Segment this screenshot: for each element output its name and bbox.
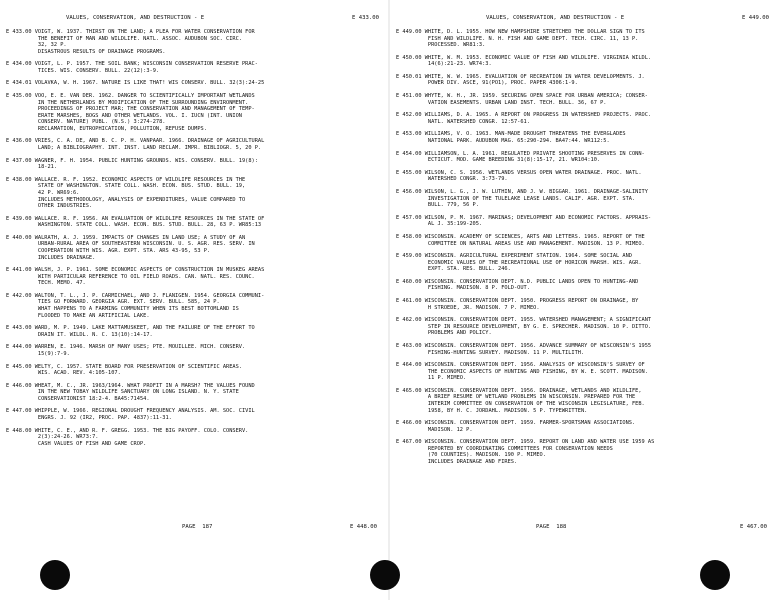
entry-continuation-line: TECH. MEMO. 47. [6,280,86,287]
entry-first-line: E 451.00 WHYTE, W. H., JR. 1959. SECURING OPEN SPACE FOR URBAN AMERICA; CONSER- [396,93,648,100]
entry-continuation-line: INVESTIGATION OF THE TULELAKE LEASE LANDS. CALIF. AGR. EXPT. STA. [396,195,636,202]
running-header [396,13,769,23]
bibliography-entry [396,93,773,106]
entry-continuation-line: STEP IN RESOURCE DEVELOPMENT, BY G. E. SPRECHER. MADISON. 10 P. DITTO. [396,323,652,330]
bibliography-entry [396,279,773,292]
header-entry-code: E 449.00 [742,15,769,21]
entry-first-line: E 435.00 VOO, E. E. VAN DER. 1962. DANGER TO SCIENTIFICALLY IMPORTANT WETLANDS [6,93,255,100]
bibliography-entry [6,216,383,229]
entry-continuation-line: LAND; A BIBLIOGRAPHY. INT. INST. LAND RECLAM. IMPR. BIBLIOGR. 5, 20 P. [6,145,262,152]
entry-first-line: E 461.00 WISCONSIN. CONSERVATION DEPT. 1950. PROGRESS REPORT ON DRAINAGE, BY [396,298,639,305]
entry-first-line: E 466.00 WISCONSIN. CONSERVATION DEPT. 1959. FARMER-SPORTSMAN ASSOCIATIONS. [396,420,636,427]
entry-first-line: E 433.00 VOIGT, W. 1937. THIRST ON THE LAND; A PLEA FOR WATER CONSERVATION FOR [6,29,255,35]
entry-continuation-line: 14(6):21-23. WR74:3. [396,61,492,68]
footer-entry-code: E 448.00 [350,524,377,530]
entry-continuation-line: WHAT HAPPENS TO A FARMING COMMUNITY WHEN ITS BEST BOTTOMLAND IS [6,305,239,312]
entry-continuation-line: RECLAMATION, EUTROPHICATION, POLLUTION, REFUSE DUMPS. [6,125,207,132]
footer-entry-code: E 467.00 [740,524,767,530]
entry-first-line: E 463.00 WISCONSIN. CONSERVATION DEPT. 1956. ADVANCE SUMMARY OF WISCONSIN'S 1955 [396,343,652,349]
entry-continuation-line: FISHING. MADISON. 8 P. FOLD-OUT. [396,285,530,292]
bibliography-entry [396,253,773,273]
bibliography-entry [6,29,383,55]
bibliography-entry [6,344,383,357]
entry-continuation-line: DRAIN IT. WILDL. N. C. 13(10):14-17. [6,331,153,338]
entry-first-line: E 441.00 WALSH, J. P. 1961. SOME ECONOMIC ASPECTS OF CONSTRUCTION IN MUSKEG AREAS [6,267,265,274]
bibliography-entry [6,364,383,377]
entry-continuation-line: NATIONAL PARK. AUDUBON MAG. 65:290-294. BA47:44. WR112:5. [396,138,610,145]
entry-continuation-line: MADISON. 12 P. [396,426,473,433]
entry-continuation-line: REPORTED BY COORDINATING COMMITTEES FOR CONSERVATION NEEDS [396,445,613,452]
page-number: PAGE 188 [536,524,567,530]
entry-list [6,29,383,453]
bibliography-entry [396,112,773,125]
right-page [390,0,779,600]
entry-first-line: E 437.00 WAGNER, F. H. 1954. PUBLIC HUNTING GROUNDS. WIS. CONSERV. BULL. 19(8): [6,157,258,164]
entry-continuation-line: TIES GO FORWARD. GEORGIA AGR. EXT. SERV. BULL. 585, 24 P. [6,299,220,306]
entry-continuation-line: A BRIEF RESUME OF WETLAND PROBLEMS IN WISCONSIN. PREPARED FOR THE [396,394,636,401]
bibliography-entry [396,317,773,337]
entry-first-line: E 448.00 WHITE, C. E., AND R. F. GREGG. 1953. THE BIG PAYOFF. COLO. CONSERV. [6,427,249,434]
entry-continuation-line: DISASTROUS RESULTS OF DRAINAGE PROGRAMS. [6,48,166,55]
bibliography-entry [6,293,383,319]
page-footer [396,523,767,532]
header-title: VALUES, CONSERVATION, AND DESTRUCTION - E [66,15,205,21]
entry-first-line: E 436.00 VRIES, C. A. DE, AND B. C. P. H. VANPAAR. 1966. DRAINAGE OF AGRICULTURAL [6,138,265,145]
entry-first-line: E 443.00 WARD, M. P. 1949. LAKE MATTAMUSKEET, AND THE FAILURE OF THE EFFORT TO [6,325,255,332]
entry-first-line: E 452.00 WILLIAMS, D. A. 1965. A REPORT ON PROGRESS IN WATERSHED PROJECTS. PROC. [396,112,652,119]
entry-continuation-line: COOPERATION WITH WIS. AGR. EXPT. STA. ARS 43-95, 53 P. [6,247,211,254]
entry-continuation-line: CONSERV. NATURE) PUBL. (N.S.) 3:274-278. [6,119,166,126]
bibliography-entry [6,138,383,151]
entry-continuation-line: COMMITTEE ON NATURAL AREAS USE AND MANAGEMENT. MADISON. 13 P. MIMEO. [396,240,645,247]
entry-first-line: E 453.00 WILLIAMS, V. O. 1963. MAN-MADE DROUGHT THREATENS THE EVERGLADES [396,131,626,138]
entry-continuation-line: WIS. ACAD. REV. 4:105-107. [6,370,121,377]
page-number: PAGE 187 [182,524,213,530]
entry-continuation-line: INTERIM COMMITTEE ON CONSERVATION OF THE WISCONSIN LEGISLATURE, FEB. [396,401,645,408]
bibliography-entry [396,388,773,414]
header-title: VALUES, CONSERVATION, AND DESTRUCTION - E [486,15,625,21]
entry-continuation-line: WASHINGTON. STATE COLL. WASH. ECON. BUS. STUD. BULL. 28, 63 P. WR85:13 [6,222,262,229]
entry-continuation-line: IN THE NETHERLANDS BY MODIFICATION OF THE SURROUNDING ENVIRONMENT. [6,99,249,106]
entry-first-line: E 447.00 WHIPPLE, W. 1966. REGIONAL DROUGHT FREQUENCY ANALYSIS. AM. SOC. CIVIL [6,408,255,415]
bibliography-entry [6,80,383,87]
entry-first-line: E 439.00 WALLACE. R. F. 1956. AN EVALUATION OF WILDLIFE RESOURCES IN THE STATE OF [6,215,265,222]
entry-first-line: E 454.00 WILLIAMSON, L. A. 1961. REGULATED PRIVATE SHOOTING PRESERVES IN CONN- [396,150,645,157]
running-header [6,13,379,23]
bibliography-entry [6,61,383,74]
entry-first-line: E 457.00 WILSON, P. M. 1967. MARINAS; DEVELOPMENT AND ECONOMIC FACTORS. APPRAIS- [396,214,652,221]
entry-continuation-line: STATE OF WASHINGTON. STATE COLL. WASH. ECON. BUS. STUD. BULL. 19, [6,183,246,190]
entry-continuation-line: THE BENEFIT OF MAN AND WILDLIFE. NATL. ASSOC. AUDUBON SOC. CIRC. [6,35,242,42]
entry-continuation-line: FISHING-HUNTING SURVEY. MADISON. 11 P. MULTILITH. [396,349,585,356]
entry-continuation-line: CONSERVATIONIST 18:2-4. BA45:71454. [6,395,150,402]
entry-continuation-line: EXPT. STA. RES. BULL. 246. [396,266,511,273]
entry-first-line: E 467.00 WISCONSIN. CONSERVATION DEPT. 1959. REPORT ON LAND AND WATER USE 1959 AS [396,439,655,446]
entry-continuation-line: VATION EASEMENTS. URBAN LAND INST. TECH. BULL. 36, 67 P. [396,99,607,106]
entry-continuation-line: ECTICUT. MOD. GAME BREEDING 31(8):15-17, 21. WR104:10. [396,157,601,164]
entry-continuation-line: CASH VALUES OF FISH AND GAME CROP. [6,440,147,447]
entry-continuation-line: 11 P. MIMEO. [396,375,467,382]
binder-hole [370,560,400,590]
entry-continuation-line: H STROEDE, JR. MADISON. 7 P. MIMEO. [396,304,540,311]
entry-continuation-line: PROCEEDINGS OF PROJECT MAR; THE CONSERVATION AND MANAGEMENT OF TEMP- [6,106,255,113]
bibliography-entry [396,215,773,228]
bibliography-entry [396,439,773,465]
left-page [0,0,389,600]
bibliography-entry [396,74,773,87]
bibliography-entry [396,362,773,382]
entry-continuation-line: WATERSHED CONGR. 3:73-79. [396,176,508,183]
entry-continuation-line: THE ECONOMIC ASPECTS OF HUNTING AND FISHING, BY W. E. SCOTT. MADISON. [396,368,648,375]
entry-continuation-line: URBAN-RURAL AREA OF SOUTHEASTERN WISCONSIN. U. S. AGR. RES. SERV. IN [6,241,255,248]
entry-continuation-line: ERATE MARSHES, BOGS AND OTHER WETLANDS. VOL. I. IUCN (INT. UNION [6,112,242,119]
entry-continuation-line: INCLUDES DRAINAGE AND FIRES. [396,459,518,466]
entry-first-line: E 465.00 WISCONSIN. CONSERVATION DEPT. 1956. DRAINAGE, WETLANDS AND WILDLIFE, [396,387,642,394]
entry-continuation-line: 15(9):7-9. [6,350,70,357]
entry-first-line: E 460.00 WISCONSIN. CONSERVATION DEPT. N.D. PUBLIC LANDS OPEN TO HUNTING-AND [396,278,639,285]
bibliography-entry [6,93,383,132]
entry-first-line: E 464.00 WISCONSIN. CONSERVATION DEPT. 1956. ANALYSIS OF WISCONSIN'S SURVEY OF [396,362,645,369]
bibliography-entry [396,189,773,209]
bibliography-entry [6,235,383,261]
entry-continuation-line: FISH AND WILDLIFE. N. H. FISH AND GAME DEPT. TECH. CIRC. 11, 13 P. [396,35,639,42]
entry-continuation-line: 32, 32 P. [6,42,67,49]
entry-continuation-line: PROBLEMS AND POLICY. [396,330,492,337]
entry-continuation-line: 18-21. [6,164,58,171]
entry-continuation-line: 42 P. WR69:6. [6,189,80,196]
bibliography-entry [6,428,383,448]
entry-continuation-line: IN THE NEW TOBAY WILDLIFE SANCTUARY ON LONG ISLAND. N. Y. STATE [6,389,239,396]
binder-hole [700,560,730,590]
entry-first-line: E 459.00 WISCONSIN. AGRICULTURAL EXPERIMENT STATION. 1964. SOME SOCIAL AND [396,253,632,260]
entry-continuation-line: OTHER INDUSTRIES. [6,203,93,210]
entry-first-line: E 445.00 WELTY, C. 1957. STATE BOARD FOR PRESERVATION OF SCIENTIFIC AREAS. [6,363,242,370]
entry-first-line: E 450.01 WHITE, W. W. 1965. EVALUATION OF RECREATION IN WATER DEVELOPMENTS. J. [396,73,645,80]
entry-first-line: E 462.00 WISCONSIN. CONSERVATION DEPT. 1955. WATERSHED MANAGEMENT; A SIGNIFICANT [396,317,652,324]
entry-first-line: E 442.00 WALTON, T. L., J. P. CARMICHAEL, AND J. FLANIGEN. 1954. GEORGIA COMMUNI- [6,292,265,299]
bibliography-entry [396,29,773,49]
entry-continuation-line: ENGRS. J. 92 (IR2, PROC. PAP. 4837):11-31. [6,415,172,422]
entry-continuation-line: (70 COUNTIES). MADISON. 190 P. MIMEO. [396,452,546,459]
entry-first-line: E 458.00 WISCONSIN. ACADEMY OF SCIENCES, ARTS AND LETTERS. 1965. REPORT OF THE [396,233,645,240]
entry-first-line: E 446.00 WHEAT, M. C., JR. 1963/1964. WHAT PROFIT IN A MARSH? THE VALUES FOUND [6,382,255,389]
bibliography-entry [6,177,383,210]
entry-continuation-line: NATL. WATERSHED CONGR. 12:57-61. [396,118,530,125]
page-footer [6,523,377,532]
bibliography-entry [396,131,773,144]
bibliography-entry [6,383,383,403]
entry-continuation-line: ECONOMIC VALUES OF THE RECREATIONAL USE OF HORICON MARSH. WIS. AGR. [396,259,642,266]
bibliography-entry [396,151,773,164]
entry-first-line: E 440.00 WALRATH, A. J. 1959. IMPACTS OF CHANGES IN LAND USE; A STUDY OF AN [6,234,246,241]
entry-continuation-line: INCLUDES DRAINAGE. [6,254,96,261]
entry-first-line: E 444.00 WARREN, E. 1946. MARSH OF MANY USES; PTE. MOUILLEE. MICH. CONSERV. [6,344,246,351]
entry-first-line: E 438.00 WALLACE. R. F. 1952. ECONOMIC ASPECTS OF WILDLIFE RESOURCES IN THE [6,176,246,183]
bibliography-entry [396,170,773,183]
entry-continuation-line: BULL. 779, 56 P. [396,202,479,209]
bibliography-entry [396,234,773,247]
entry-continuation-line: AL J. 35:199-205. [396,221,483,228]
entry-first-line: E 449.00 WHITE, D. L. 1955. HOW NEW HAMPSHIRE STRETCHED THE DOLLAR SIGN TO ITS [396,29,645,35]
entry-first-line: E 455.00 WILSON, C. S. 1956. WETLANDS VERSUS OPEN WATER DRAINAGE. PROC. NATL. [396,169,642,176]
entry-continuation-line: PROCESSED. WR81:3. [396,42,486,49]
bibliography-entry [396,55,773,68]
entry-first-line: E 456.00 WILSON, L. G., J. W. LUTHIN, AND J. W. BIGGAR. 1961. DRAINAGE-SALINITY [396,189,648,196]
entry-continuation-line: 2(3):24-26. WR73:7. [6,434,99,441]
entry-first-line: E 450.00 WHITE, W. M. 1953. ECONOMIC VALUE OF FISH AND WILDLIFE. VIRGINIA WILDL. [396,54,652,61]
binder-hole [40,560,70,590]
entry-continuation-line: TICES. WIS. CONSERV. BULL. 22(12):3-9. [6,67,160,74]
entry-continuation-line: POWER DIV. ASCE, 91(PO1), PROC. PAPER 4306:1-9. [396,80,578,87]
bibliography-entry [6,267,383,287]
entry-continuation-line: WITH PARTICULAR REFERENCE TO OIL FIELD ROADS. CAN. NATL. RES. COUNC. [6,273,255,280]
bibliography-entry [6,325,383,338]
entry-continuation-line: FLOODED TO MAKE AN ARTIFICIAL LAKE. [6,312,150,319]
entry-continuation-line: 1958, BY H. C. JORDAHL. MADISON. 5 P. TYPEWRITTEN. [396,407,588,414]
bibliography-entry [396,298,773,311]
bibliography-entry [6,158,383,171]
bibliography-entry [396,343,773,356]
entry-list [396,29,773,472]
header-entry-code: E 433.00 [352,15,379,21]
bibliography-entry [396,420,773,433]
entry-first-line: E 434.00 VOIGT, L. P. 1957. THE SOIL BANK; WISCONSIN CONSERVATION RESERVE PRAC- [6,61,258,68]
bibliography-entry [6,408,383,421]
entry-first-line: E 434.01 VOLAVKA, W. H. 1967. NATURE IS LIKE THAT! WIS CONSERV. BULL. 32(3):24-25 [6,80,265,87]
entry-continuation-line: INCLUDES METHODOLOGY, ANALYSIS OF EXPENDITURES, VALUE COMPARED TO [6,196,246,203]
